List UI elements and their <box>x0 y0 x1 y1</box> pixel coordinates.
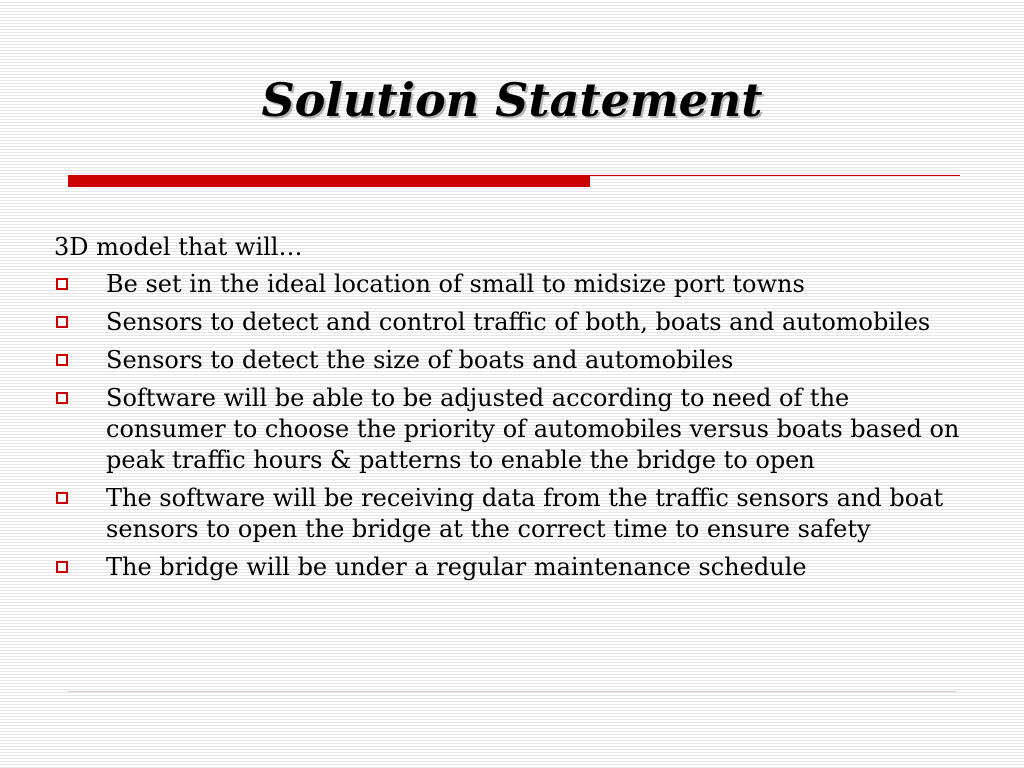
bullet-text: Software will be able to be adjusted according to need of the consumer to choose the priority of automobiles versus boats based on peak traffic hours & patterns to enable the bridge to open <box>106 384 960 474</box>
bullet-list <box>54 269 964 583</box>
title-underline-thick <box>68 175 590 187</box>
square-bullet-icon <box>56 278 68 290</box>
bullet-item <box>54 345 964 376</box>
square-bullet-icon <box>56 492 68 504</box>
bullet-text: Sensors to detect and control traffic of both, boats and automobiles <box>106 308 931 336</box>
square-bullet-icon <box>56 354 68 366</box>
bullet-text: Sensors to detect the size of boats and automobiles <box>106 346 734 374</box>
bullet-text: Be set in the ideal location of small to midsize port towns <box>106 270 805 298</box>
slide-body <box>54 232 964 590</box>
bullet-item <box>54 552 964 583</box>
footer-divider <box>68 691 956 692</box>
slide-title: Solution Statement <box>261 73 763 127</box>
bullet-item <box>54 269 964 300</box>
bullet-item <box>54 483 964 545</box>
title-underline-thin <box>590 175 960 176</box>
bullet-item <box>54 383 964 476</box>
square-bullet-icon <box>56 561 68 573</box>
intro-text: 3D model that will… <box>54 233 303 261</box>
square-bullet-icon <box>56 392 68 404</box>
bullet-text: The bridge will be under a regular maintenance schedule <box>106 553 807 581</box>
bullet-text: The software will be receiving data from the traffic sensors and boat sensors to open the bridge at the correct time to ensure safety <box>106 484 944 543</box>
bullet-item <box>54 307 964 338</box>
square-bullet-icon <box>56 316 68 328</box>
